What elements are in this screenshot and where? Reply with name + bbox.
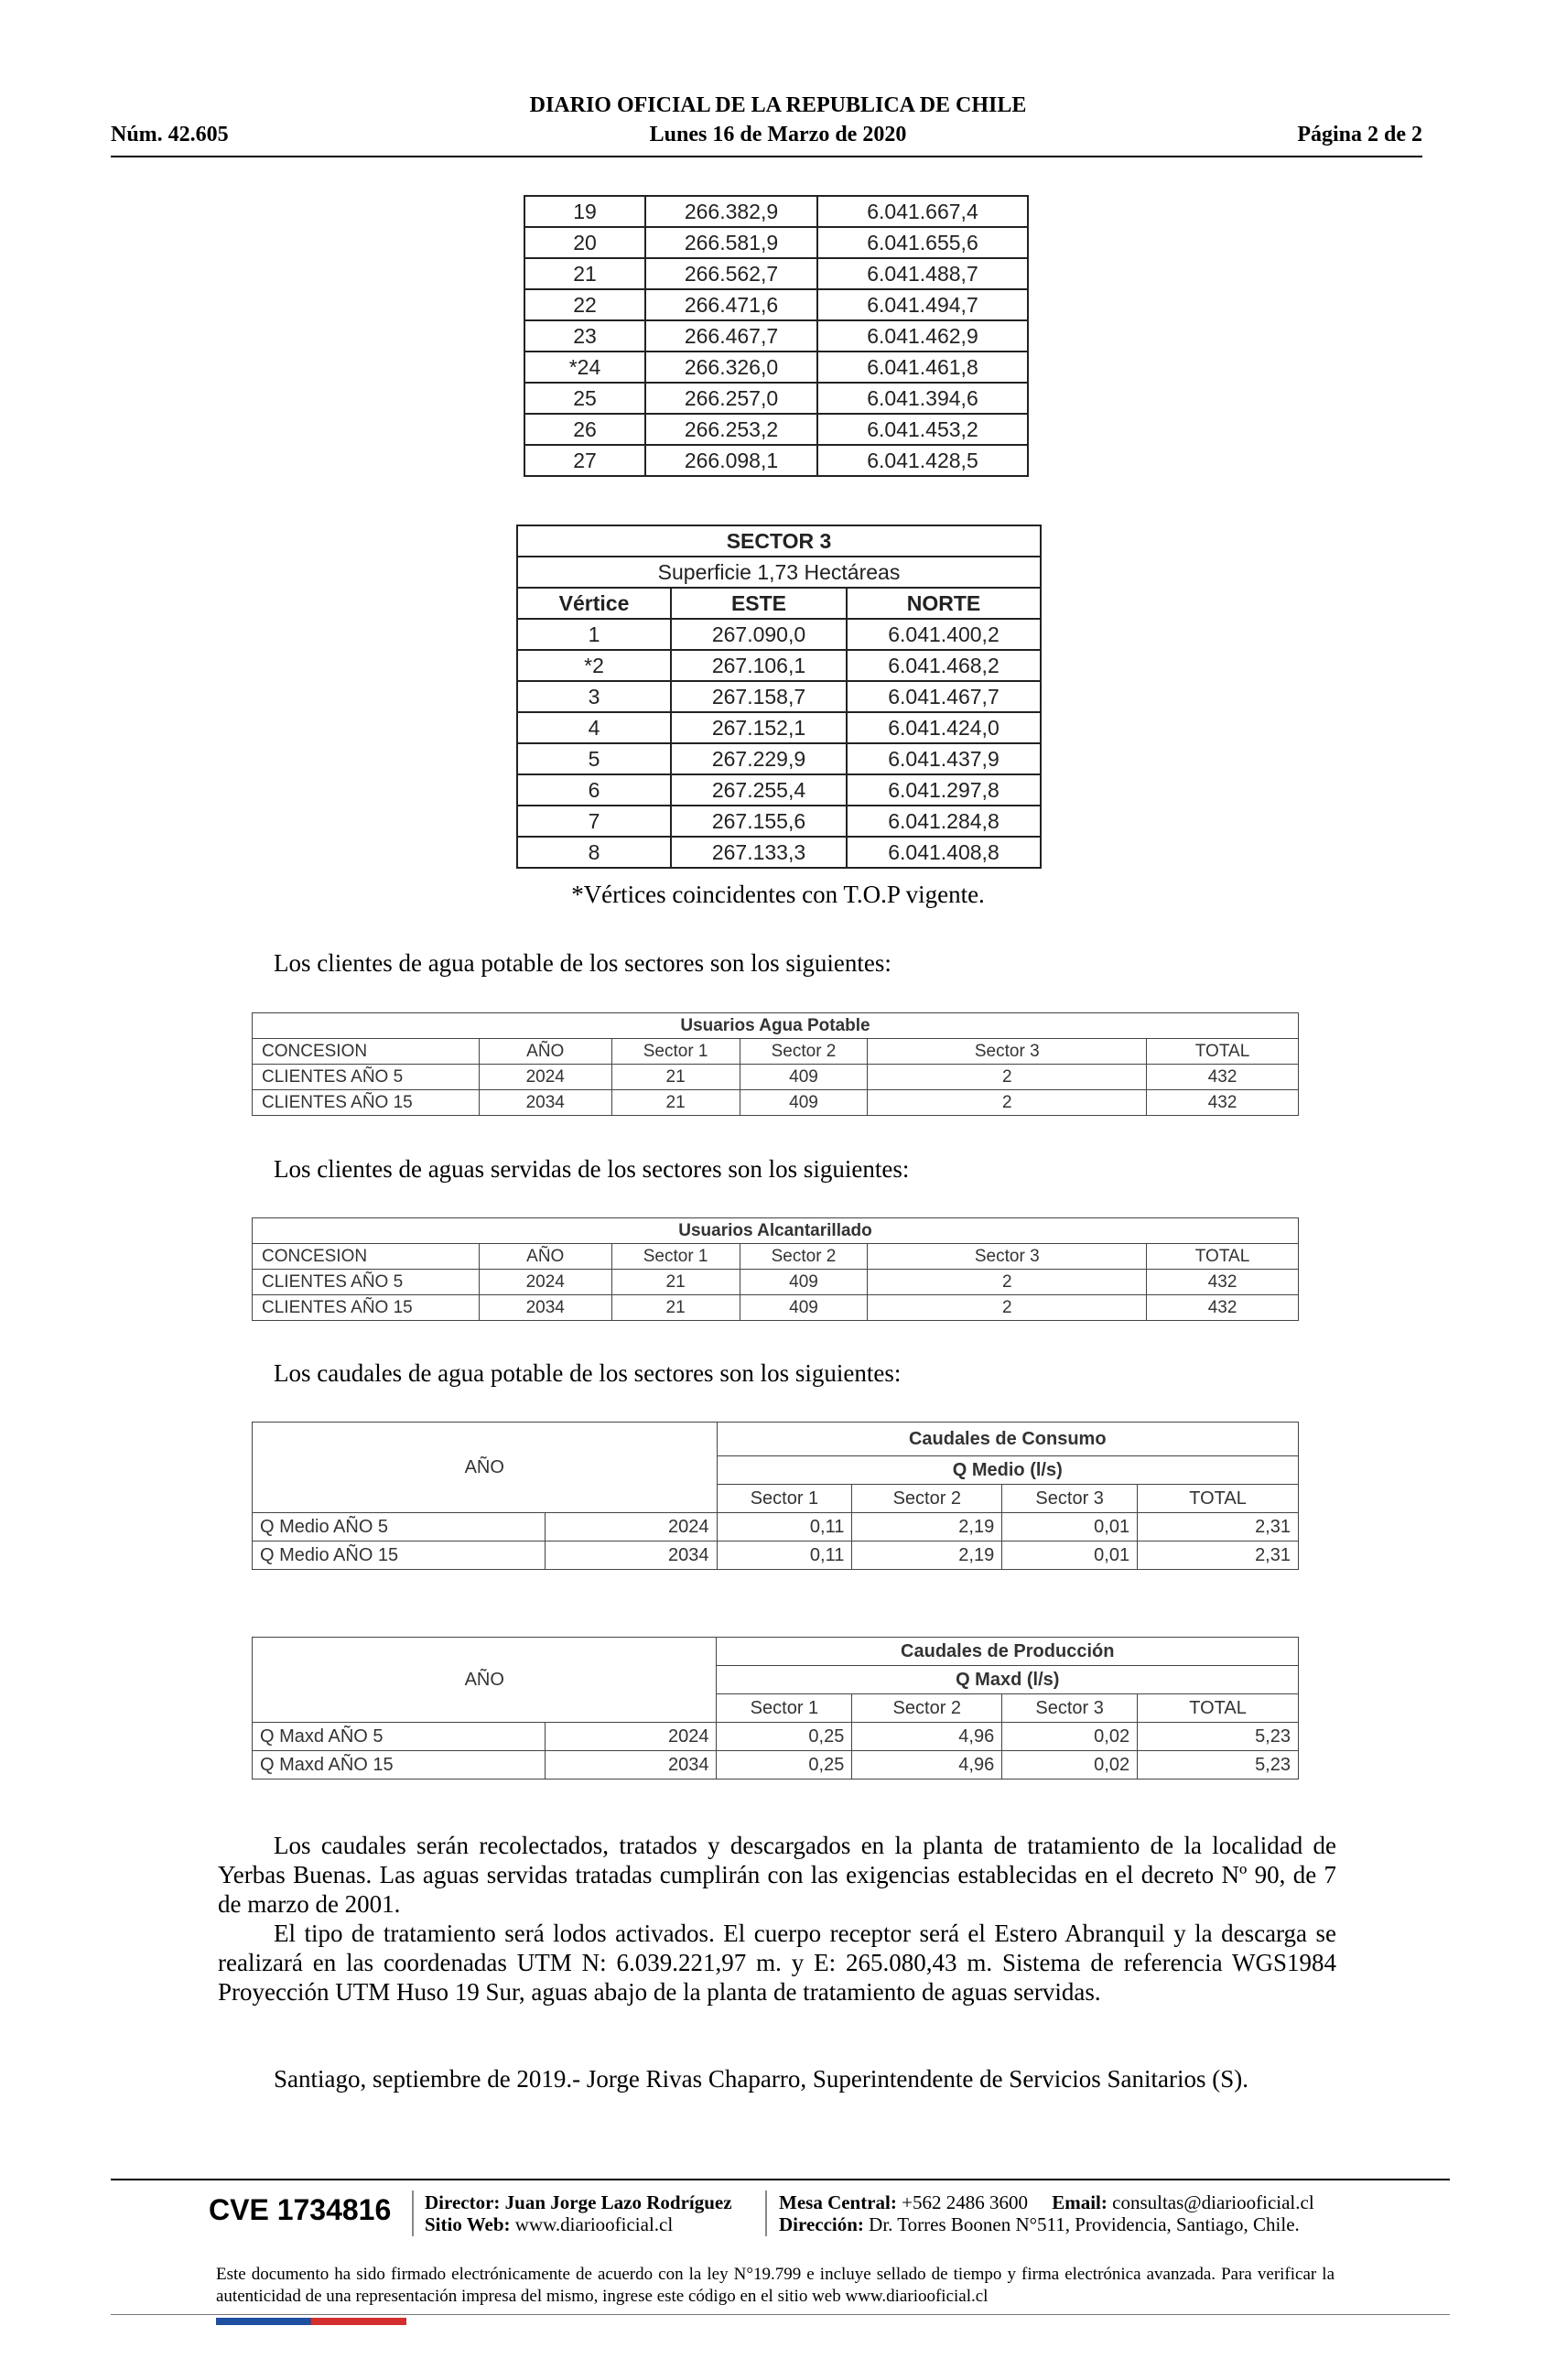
table-header-row <box>253 1244 1299 1270</box>
table-cell: 267.090,0 <box>671 619 847 650</box>
website-line <box>425 2213 732 2235</box>
table-cell: 1 <box>517 619 671 650</box>
table-cell: 6.041.494,7 <box>817 289 1028 320</box>
table-cell: 432 <box>1147 1295 1299 1321</box>
column-header: TOTAL <box>1138 1694 1299 1723</box>
table-title: Usuarios Alcantarillado <box>253 1218 1299 1244</box>
paragraph-discharge: El tipo de tratamiento será lodos activados. El cuerpo receptor será el Estero Abranquil y la descarga se realizará en las coordenadas UTM N: 6.039.221,97 m. y E: 265.080,43 m. Sistema de referencia WGS1984 Proyección UTM Huso 19 Sur, aguas abajo de la planta de tratamiento de aguas servidas. <box>218 1920 1336 2006</box>
table-cell: 267.255,4 <box>671 774 847 806</box>
column-header: Sector 1 <box>611 1039 740 1065</box>
email-address[interactable]: consultas@diariooficial.cl <box>1112 2191 1314 2213</box>
table-title: Usuarios Agua Potable <box>253 1013 1299 1039</box>
table-cell: 21 <box>611 1090 740 1116</box>
table-cell: 2034 <box>545 1542 717 1570</box>
newspaper-title: DIARIO OFICIAL DE LA REPUBLICA DE CHILE <box>529 93 1027 117</box>
issue-date: Lunes 16 de Marzo de 2020 <box>649 123 907 146</box>
table-row <box>524 320 1028 352</box>
table-cell: 6.041.453,2 <box>817 414 1028 445</box>
table-cell: 20 <box>524 227 645 258</box>
address-value: Dr. Torres Boonen N°511, Providencia, Santiago, Chile. <box>869 2213 1300 2235</box>
table-cell: 25 <box>524 383 645 414</box>
paragraph-agua-potable: Los clientes de agua potable de los sectores son los siguientes: <box>274 949 891 977</box>
table-row <box>524 383 1028 414</box>
table-row <box>253 1751 1299 1780</box>
table-cell: 2 <box>868 1295 1147 1321</box>
table-cell: 266.257,0 <box>645 383 817 414</box>
address-line <box>779 2213 1314 2235</box>
table-cell: 22 <box>524 289 645 320</box>
table-row <box>253 1295 1299 1321</box>
table-cell: 2024 <box>479 1270 611 1295</box>
table-cell: 6.041.394,6 <box>817 383 1028 414</box>
paragraph-treatment-plant: Los caudales serán recolectados, tratados y descargados en la planta de tratamiento de la localidad de Yerbas Buenas. Las aguas servidas tratadas cumplirán con las exigencias establecidas en el decreto Nº 90, de 7 de marzo de 2001. <box>218 1832 1336 1918</box>
electronic-signature-note: Este documento ha sido firmado electrónicamente de acuerdo con la ley N°19.799 e incluye sellado de tiempo y firma electrónica avanzada. Para verificar la autenticidad de una representación impresa del mismo, ingrese este código en el sitio web www.diariooficial.cl <box>216 2265 1334 2306</box>
table-cell: 2024 <box>545 1513 717 1542</box>
column-header: AÑO <box>479 1244 611 1270</box>
table-cell: 5,23 <box>1138 1751 1299 1780</box>
cve-code: CVE 1734816 <box>209 2193 392 2226</box>
table-cell: 2024 <box>479 1065 611 1090</box>
table-cell: 4,96 <box>852 1723 1002 1751</box>
address-label: Dirección: <box>779 2213 864 2235</box>
table-cell: 267.152,1 <box>671 712 847 743</box>
table-row <box>253 1723 1299 1751</box>
column-header: Sector 3 <box>1002 1694 1138 1723</box>
table-row <box>517 806 1041 837</box>
table-row <box>517 774 1041 806</box>
table-cell: 0,01 <box>1002 1542 1138 1570</box>
column-header: ESTE <box>671 588 847 619</box>
table-cell: 6.041.400,2 <box>847 619 1041 650</box>
table-subtitle: Q Maxd (l/s) <box>717 1666 1299 1694</box>
column-header: TOTAL <box>1147 1244 1299 1270</box>
table-row <box>524 196 1028 227</box>
table-cell: 6.041.437,9 <box>847 743 1041 774</box>
table-cell: 0,25 <box>717 1751 852 1780</box>
table-cell: 0,02 <box>1002 1751 1138 1780</box>
signature-paragraph: Santiago, septiembre de 2019.- Jorge Rivas Chaparro, Superintendente de Servicios Sanitarios (S). <box>274 2065 1249 2093</box>
table-cell: 2 <box>868 1065 1147 1090</box>
column-header: Sector 1 <box>717 1694 852 1723</box>
table-cell: 2,31 <box>1138 1542 1299 1570</box>
column-header: CONCESION <box>253 1039 480 1065</box>
table-row <box>517 743 1041 774</box>
table-row <box>524 289 1028 320</box>
sector-3-table <box>516 525 1042 869</box>
website-link[interactable]: www.diariooficial.cl <box>514 2213 674 2235</box>
table-cell: 2034 <box>479 1090 611 1116</box>
column-header: Sector 2 <box>852 1694 1002 1723</box>
director-label: Director: <box>425 2191 501 2213</box>
table-cell: Q Maxd AÑO 15 <box>253 1751 546 1780</box>
table-row <box>517 681 1041 712</box>
table-title-row <box>253 1423 1299 1456</box>
table-title: SECTOR 3 <box>517 525 1041 557</box>
table-row <box>253 1513 1299 1542</box>
table-cell: Q Medio AÑO 15 <box>253 1542 546 1570</box>
table-cell: Q Maxd AÑO 5 <box>253 1723 546 1751</box>
flag-stripe-red <box>311 2318 406 2325</box>
table-row <box>524 414 1028 445</box>
table-cell: 266.562,7 <box>645 258 817 289</box>
table-title-row <box>517 525 1041 557</box>
table-cell: 432 <box>1147 1090 1299 1116</box>
table-subtitle-row <box>517 557 1041 588</box>
year-header: AÑO <box>253 1638 717 1723</box>
table-row <box>517 619 1041 650</box>
table-cell: 267.106,1 <box>671 650 847 681</box>
table-cell: 27 <box>524 445 645 476</box>
header-divider <box>111 156 1422 157</box>
table-cell: 266.382,9 <box>645 196 817 227</box>
table-cell: 2 <box>868 1270 1147 1295</box>
table-cell: 0,11 <box>717 1513 852 1542</box>
production-flows-table <box>252 1637 1299 1780</box>
table-cell: 0,11 <box>717 1542 852 1570</box>
phone-number: +562 2486 3600 <box>902 2191 1028 2213</box>
table-subtitle: Q Medio (l/s) <box>717 1456 1299 1485</box>
table-cell: 4,96 <box>852 1751 1002 1780</box>
phone-label: Mesa Central: <box>779 2191 897 2213</box>
table-cell: 432 <box>1147 1270 1299 1295</box>
table-cell: 432 <box>1147 1065 1299 1090</box>
table-cell: 266.471,6 <box>645 289 817 320</box>
table-cell: CLIENTES AÑO 15 <box>253 1295 480 1321</box>
website-label: Sitio Web: <box>425 2213 511 2235</box>
director-line <box>425 2191 732 2213</box>
table-row <box>524 227 1028 258</box>
column-header: TOTAL <box>1147 1039 1299 1065</box>
table-row <box>524 445 1028 476</box>
table-cell: 266.098,1 <box>645 445 817 476</box>
issue-number: Núm. 42.605 <box>111 123 229 146</box>
table-row <box>524 352 1028 383</box>
footer-bottom-divider <box>111 2314 1450 2315</box>
table-cell: 21 <box>611 1295 740 1321</box>
column-header: AÑO <box>479 1039 611 1065</box>
table-cell: 266.326,0 <box>645 352 817 383</box>
paragraph-caudales: Los caudales de agua potable de los sectores son los siguientes: <box>274 1359 902 1387</box>
column-header: Sector 2 <box>852 1485 1002 1513</box>
table-cell: 0,25 <box>717 1723 852 1751</box>
vertices-footnote: *Vértices coincidentes con T.O.P vigente. <box>571 881 985 908</box>
footer-divider <box>111 2179 1450 2180</box>
table-cell: 26 <box>524 414 645 445</box>
table-cell: 266.467,7 <box>645 320 817 352</box>
table-cell: 4 <box>517 712 671 743</box>
column-header: Sector 3 <box>868 1039 1147 1065</box>
table-cell: 19 <box>524 196 645 227</box>
table-row <box>253 1090 1299 1116</box>
table-subtitle: Superficie 1,73 Hectáreas <box>517 557 1041 588</box>
table-cell: 266.581,9 <box>645 227 817 258</box>
footer-separator <box>412 2191 414 2236</box>
table-row <box>253 1270 1299 1295</box>
table-cell: 3 <box>517 681 671 712</box>
table-cell: 5,23 <box>1138 1723 1299 1751</box>
table-cell: 6.041.467,7 <box>847 681 1041 712</box>
table-cell: 23 <box>524 320 645 352</box>
table-cell: *2 <box>517 650 671 681</box>
column-header: TOTAL <box>1138 1485 1299 1513</box>
paragraph-aguas-servidas: Los clientes de aguas servidas de los sectores son los siguientes: <box>274 1155 910 1183</box>
table-cell: 6.041.408,8 <box>847 837 1041 868</box>
table-cell: 6 <box>517 774 671 806</box>
page-indicator: Página 2 de 2 <box>1297 123 1422 146</box>
flag-stripe-blue <box>216 2318 311 2325</box>
table-title-row <box>253 1013 1299 1039</box>
email-label: Email: <box>1052 2191 1108 2213</box>
table-cell: CLIENTES AÑO 5 <box>253 1065 480 1090</box>
table-cell: 409 <box>740 1295 868 1321</box>
footer-contact-block <box>779 2191 1314 2235</box>
column-header: Sector 1 <box>717 1485 852 1513</box>
column-header: Sector 2 <box>740 1244 868 1270</box>
year-header: AÑO <box>253 1423 718 1513</box>
table-cell: 2,31 <box>1138 1513 1299 1542</box>
table-cell: 409 <box>740 1090 868 1116</box>
table-cell: 6.041.424,0 <box>847 712 1041 743</box>
table-header-row <box>253 1039 1299 1065</box>
table-cell: 6.041.428,5 <box>817 445 1028 476</box>
phone-email-line <box>779 2191 1314 2213</box>
table-cell: *24 <box>524 352 645 383</box>
table-cell: 21 <box>611 1065 740 1090</box>
column-header: CONCESION <box>253 1244 480 1270</box>
table-cell: 7 <box>517 806 671 837</box>
table-cell: 6.041.462,9 <box>817 320 1028 352</box>
director-name: Juan Jorge Lazo Rodríguez <box>504 2191 732 2213</box>
table-header-row <box>517 588 1041 619</box>
table-cell: 266.253,2 <box>645 414 817 445</box>
table-cell: 2,19 <box>852 1513 1002 1542</box>
table-cell: 2024 <box>545 1723 717 1751</box>
consumption-flows-table <box>252 1422 1299 1570</box>
table-cell: CLIENTES AÑO 15 <box>253 1090 480 1116</box>
table-cell: 2034 <box>545 1751 717 1780</box>
column-header: Sector 1 <box>611 1244 740 1270</box>
table-cell: 2 <box>868 1090 1147 1116</box>
table-title: Caudales de Consumo <box>717 1423 1299 1456</box>
table-cell: 2,19 <box>852 1542 1002 1570</box>
users-drinking-water-table <box>252 1012 1299 1116</box>
footer-separator <box>765 2191 767 2236</box>
table-cell: 6.041.468,2 <box>847 650 1041 681</box>
table-cell: 0,01 <box>1002 1513 1138 1542</box>
table-row <box>517 837 1041 868</box>
table-cell: 6.041.297,8 <box>847 774 1041 806</box>
table-cell: 21 <box>611 1270 740 1295</box>
column-header: Sector 3 <box>868 1244 1147 1270</box>
column-header: Vértice <box>517 588 671 619</box>
table-cell: 6.041.667,4 <box>817 196 1028 227</box>
table-cell: 21 <box>524 258 645 289</box>
table-cell: 0,02 <box>1002 1723 1138 1751</box>
table-cell: 267.133,3 <box>671 837 847 868</box>
table-cell: 267.155,6 <box>671 806 847 837</box>
table-cell: 267.158,7 <box>671 681 847 712</box>
table-cell: 6.041.655,6 <box>817 227 1028 258</box>
table-cell: 267.229,9 <box>671 743 847 774</box>
table-cell: 6.041.461,8 <box>817 352 1028 383</box>
table-title-row <box>253 1638 1299 1666</box>
table-title-row <box>253 1218 1299 1244</box>
table-cell: 2034 <box>479 1295 611 1321</box>
column-header: Sector 2 <box>740 1039 868 1065</box>
table-cell: 409 <box>740 1065 868 1090</box>
table-row <box>517 650 1041 681</box>
column-header: Sector 3 <box>1002 1485 1138 1513</box>
users-sewerage-table <box>252 1217 1299 1321</box>
column-header: NORTE <box>847 588 1041 619</box>
table-cell: 409 <box>740 1270 868 1295</box>
table-row <box>517 712 1041 743</box>
table-title: Caudales de Producción <box>717 1638 1299 1666</box>
table-cell: CLIENTES AÑO 5 <box>253 1270 480 1295</box>
coordinates-table-continued <box>524 195 1029 477</box>
table-cell: 6.041.284,8 <box>847 806 1041 837</box>
table-row <box>253 1065 1299 1090</box>
table-cell: 5 <box>517 743 671 774</box>
table-row <box>524 258 1028 289</box>
table-row <box>253 1542 1299 1570</box>
table-cell: Q Medio AÑO 5 <box>253 1513 546 1542</box>
footer-director-block <box>425 2191 732 2235</box>
table-cell: 6.041.488,7 <box>817 258 1028 289</box>
table-cell: 8 <box>517 837 671 868</box>
